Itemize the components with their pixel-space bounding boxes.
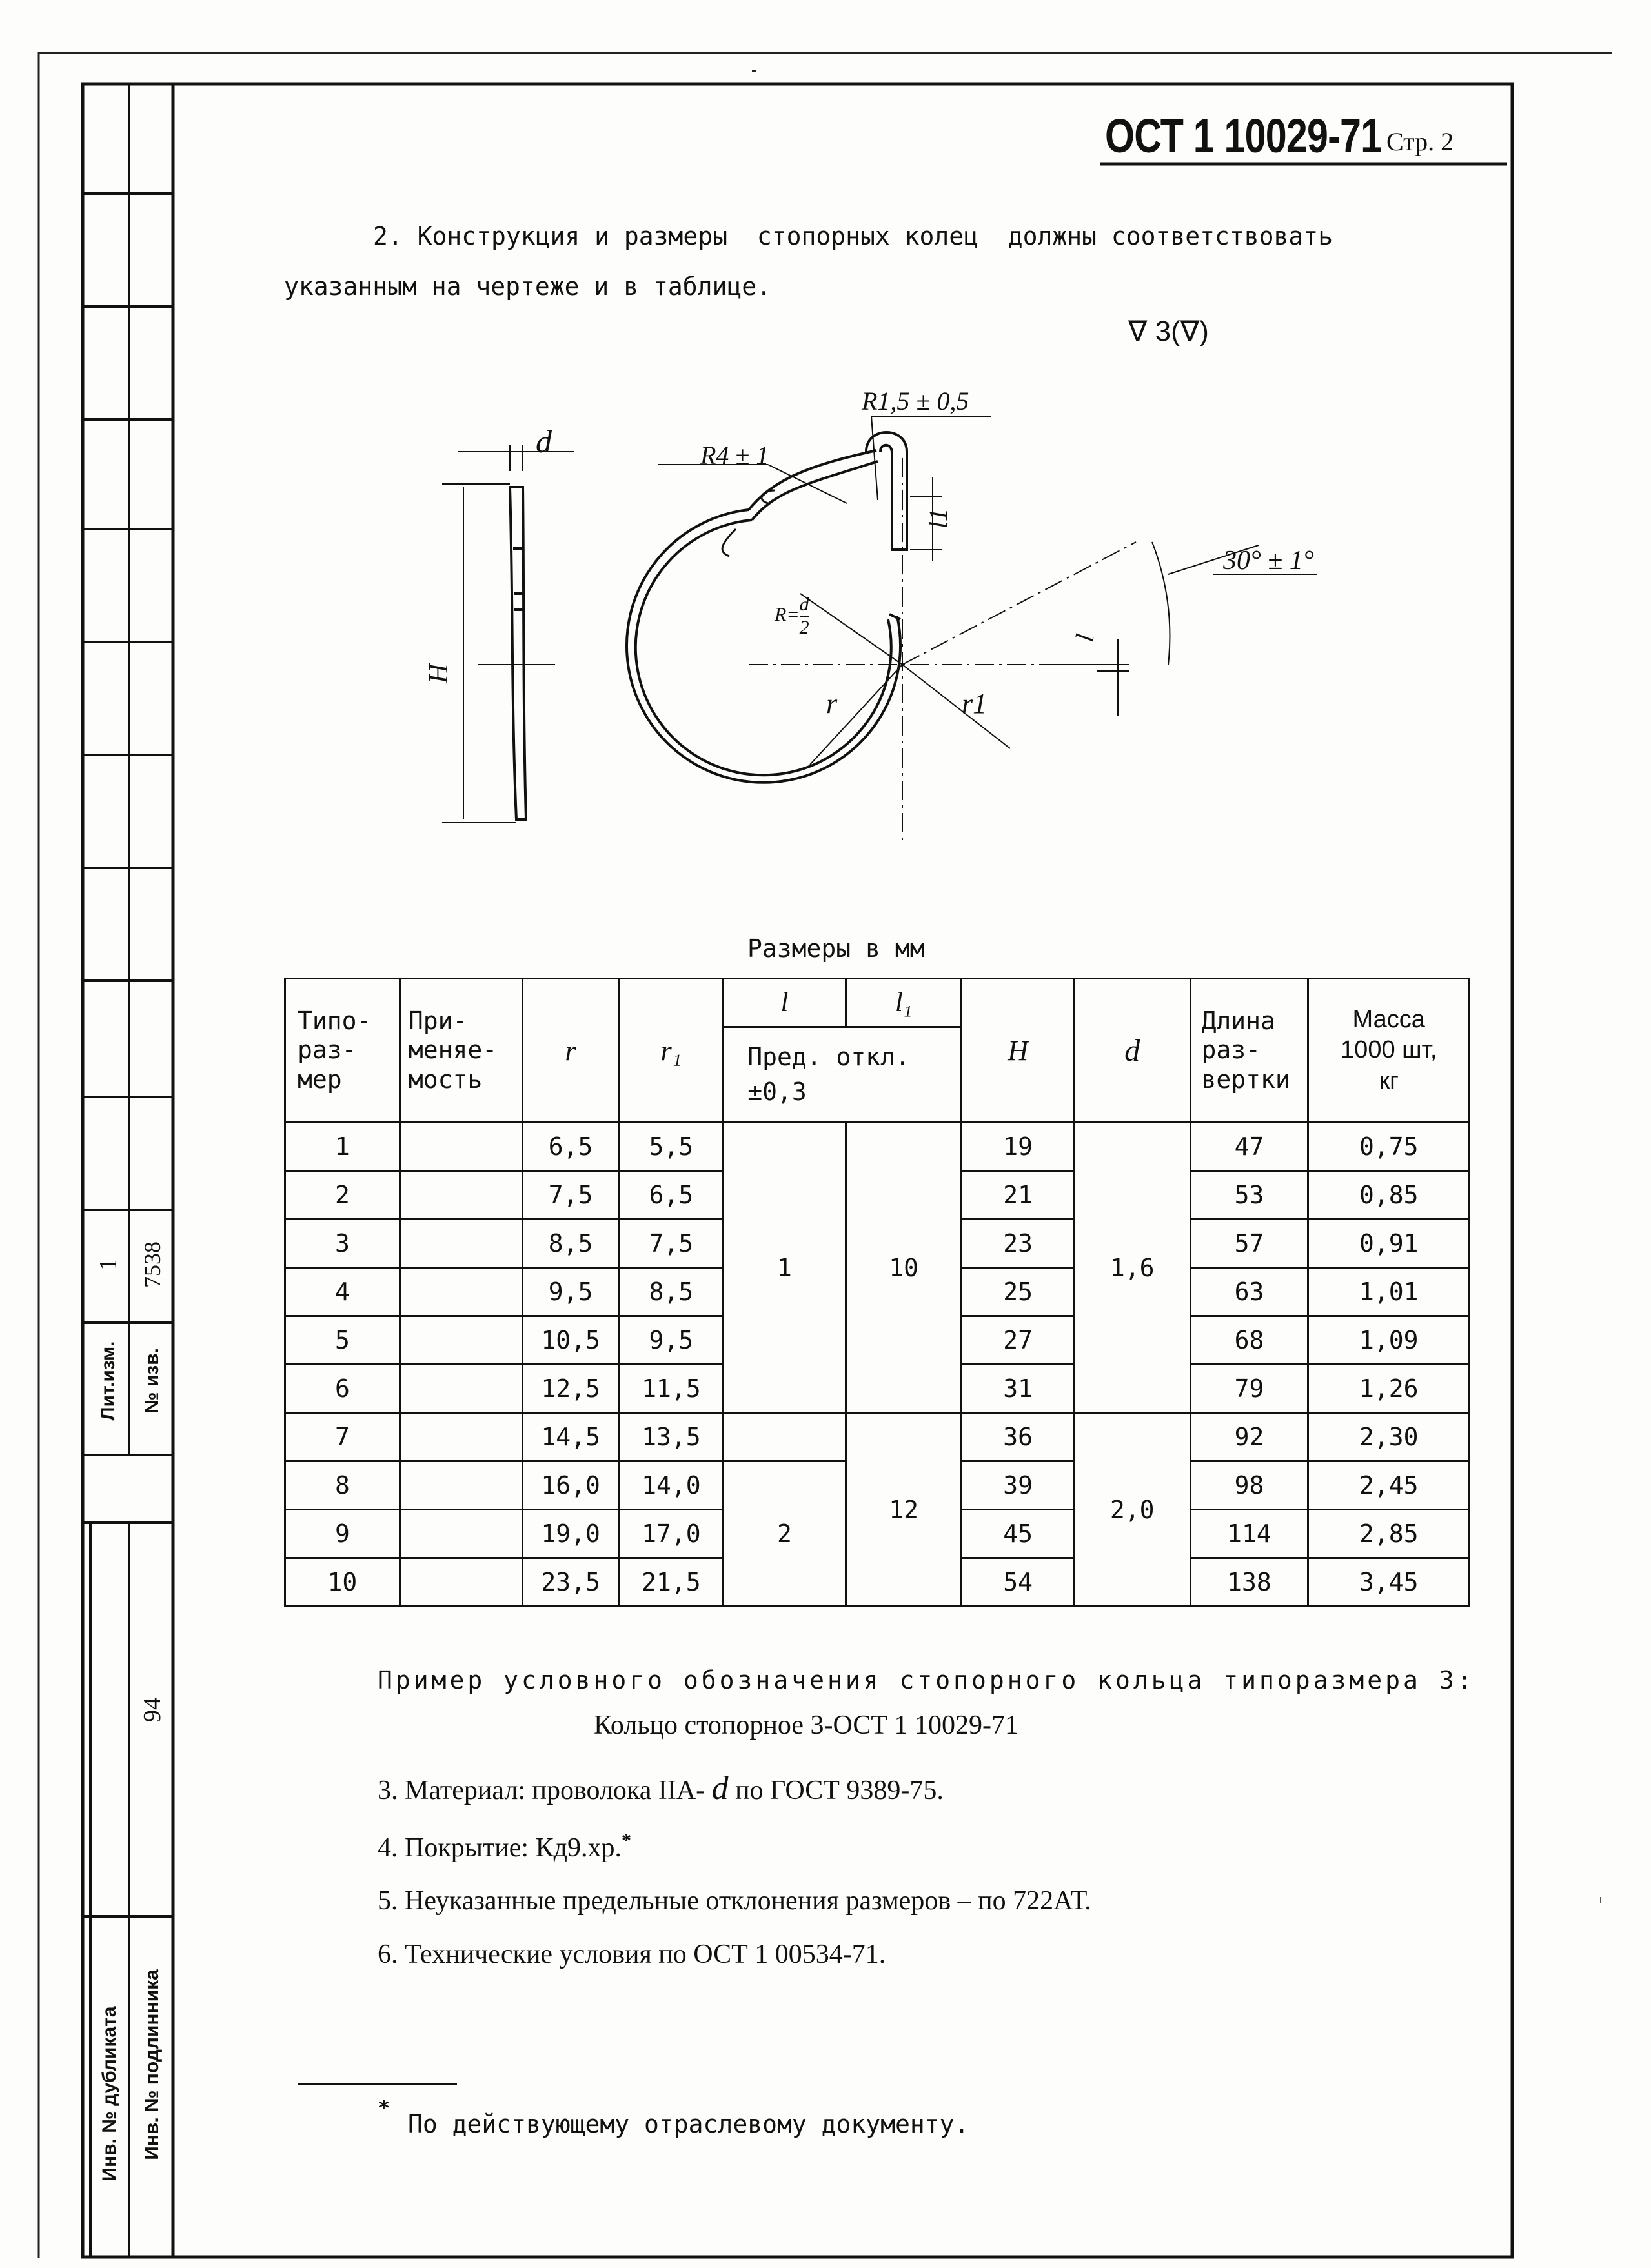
cell-r1: 21,5 <box>619 1558 724 1607</box>
cell-mass: 1,09 <box>1308 1316 1470 1365</box>
header-mass: Масса 1000 шт, кг <box>1308 979 1470 1123</box>
cell-r: 6,5 <box>522 1123 619 1171</box>
hook-loop <box>866 432 907 550</box>
cell-mass: 1,01 <box>1308 1268 1470 1316</box>
header-tolerance: Пред. откл. ±0,3 <box>724 1027 962 1123</box>
cell-mass: 3,45 <box>1308 1558 1470 1607</box>
cell-type: 7 <box>285 1413 400 1461</box>
inv-original-value: 94 <box>139 1698 166 1722</box>
cell-r: 10,5 <box>522 1316 619 1365</box>
cell-H: 25 <box>962 1268 1075 1316</box>
label-H-side: H <box>424 663 454 684</box>
cell-use <box>400 1461 522 1510</box>
cell-mass: 2,30 <box>1308 1413 1470 1461</box>
cell-mass: 2,45 <box>1308 1461 1470 1510</box>
lit-izm-label: Лит.изм. <box>97 1341 119 1421</box>
cell-length: 92 <box>1190 1413 1308 1461</box>
r1-radius-line <box>902 665 1010 748</box>
izv-label: № изв. <box>141 1348 163 1414</box>
cell-H: 23 <box>962 1219 1075 1268</box>
cell-r: 14,5 <box>522 1413 619 1461</box>
cell-use <box>400 1219 522 1268</box>
cell-H: 31 <box>962 1365 1075 1413</box>
header-length: Длина раз- вертки <box>1190 979 1308 1123</box>
header-d: d <box>1074 979 1190 1123</box>
roughness-symbol: ∇ 3(∇) <box>1128 316 1209 347</box>
cell-r: 7,5 <box>522 1171 619 1219</box>
cell-r: 12,5 <box>522 1365 619 1413</box>
cell-type: 1 <box>285 1123 400 1171</box>
cell-type: 8 <box>285 1461 400 1510</box>
cell-r1: 6,5 <box>619 1171 724 1219</box>
clause-4: 4. Покрытие: Кд9.хр.* <box>378 1830 631 1863</box>
label-r: r <box>826 688 838 719</box>
cell-r: 8,5 <box>522 1219 619 1268</box>
label-l: l <box>1069 632 1100 644</box>
header-use: При- меняе- мость <box>400 979 522 1123</box>
cell-type: 4 <box>285 1268 400 1316</box>
cell-type: 2 <box>285 1171 400 1219</box>
label-l1: l1 <box>924 508 953 529</box>
cell-l1-group-1: 10 <box>846 1123 962 1413</box>
ring-inner <box>636 520 891 775</box>
cell-length: 138 <box>1190 1558 1308 1607</box>
clause-6: 6. Технические условия по ОСТ 1 00534-71. <box>378 1940 886 1969</box>
header-H: H <box>962 979 1075 1123</box>
inv-duplicate-label: Инв. № дубликата <box>99 2006 120 2182</box>
cell-length: 53 <box>1190 1171 1308 1219</box>
footnote-text: По действующему отраслевому документу. <box>408 2110 969 2138</box>
cell-mass: 1,26 <box>1308 1365 1470 1413</box>
table-caption: Размеры в мм <box>747 934 925 963</box>
cell-use <box>400 1365 522 1413</box>
cell-l-continued <box>724 1413 846 1461</box>
cell-d-group-1: 1,6 <box>1074 1123 1190 1413</box>
clause-3: 3. Материал: проволока IIА- d по ГОСТ 9389-75. <box>378 1770 944 1807</box>
cell-H: 19 <box>962 1123 1075 1171</box>
cell-H: 21 <box>962 1171 1075 1219</box>
cell-r: 9,5 <box>522 1268 619 1316</box>
cell-r: 16,0 <box>522 1461 619 1510</box>
clause-2-line-2: указанным на чертеже и в таблице. <box>284 272 771 301</box>
cell-r1: 5,5 <box>619 1123 724 1171</box>
cell-r: 23,5 <box>522 1558 619 1607</box>
header-l1: l₁ <box>846 979 962 1027</box>
ring-outer <box>627 510 900 783</box>
cell-use <box>400 1316 522 1365</box>
label-r1-5: R1,5 ± 0,5 <box>862 386 969 416</box>
footnote-rule <box>0 2078 516 2091</box>
cell-type: 6 <box>285 1365 400 1413</box>
cell-length: 63 <box>1190 1268 1308 1316</box>
footnote-mark: * <box>378 2096 390 2120</box>
cell-type: 3 <box>285 1219 400 1268</box>
cell-r1: 11,5 <box>619 1365 724 1413</box>
header-r: r <box>522 979 619 1123</box>
label-d-side: d <box>536 423 552 459</box>
cell-H: 39 <box>962 1461 1075 1510</box>
cell-type: 9 <box>285 1510 400 1558</box>
side-view-ring <box>510 487 526 819</box>
cell-r1: 13,5 <box>619 1413 724 1461</box>
angle-arc <box>1152 542 1170 665</box>
cell-H: 45 <box>962 1510 1075 1558</box>
cell-use <box>400 1558 522 1607</box>
label-r1: r1 <box>962 688 988 719</box>
cell-mass: 0,75 <box>1308 1123 1470 1171</box>
cell-l-group-1: 1 <box>724 1123 846 1413</box>
dimensions-table <box>284 978 1470 1607</box>
cell-r: 19,0 <box>522 1510 619 1558</box>
cell-d-group-2: 2,0 <box>1074 1413 1190 1607</box>
clause-5: 5. Неуказанные предельные отклонения размеров – по 722АТ. <box>378 1886 1091 1916</box>
header-underline <box>0 0 1651 194</box>
cell-length: 114 <box>1190 1510 1308 1558</box>
cell-H: 54 <box>962 1558 1075 1607</box>
clause-2-line-1: 2. Конструкция и размеры стопорных колец должны соответствовать <box>373 222 1333 250</box>
cell-r1: 8,5 <box>619 1268 724 1316</box>
cell-mass: 0,91 <box>1308 1219 1470 1268</box>
cell-l1-group-2: 12 <box>846 1413 962 1607</box>
inv-original-label: Инв. № подлинника <box>141 1969 163 2160</box>
cell-H: 36 <box>962 1413 1075 1461</box>
ring-drawing <box>387 381 1484 897</box>
cell-use <box>400 1123 522 1171</box>
cell-use <box>400 1510 522 1558</box>
cell-l-group-2: 2 <box>724 1461 846 1607</box>
cell-r1: 9,5 <box>619 1316 724 1365</box>
designation-example-title: Пример условного обозначения стопорного кольца типоразмера 3: <box>378 1666 1475 1694</box>
table-row <box>285 1413 1470 1461</box>
cell-length: 68 <box>1190 1316 1308 1365</box>
cell-use <box>400 1413 522 1461</box>
header-type: Типо- раз- мер <box>285 979 400 1123</box>
cell-mass: 2,85 <box>1308 1510 1470 1558</box>
label-r-wire: R= $\frac{d}{2}$ <box>775 594 809 638</box>
page-number: Стр. 2 <box>1386 127 1454 156</box>
cell-type: 5 <box>285 1316 400 1365</box>
cell-mass: 0,85 <box>1308 1171 1470 1219</box>
cell-r1: 7,5 <box>619 1219 724 1268</box>
cell-use <box>400 1268 522 1316</box>
document-code: ОСТ 1 10029-71 <box>1105 109 1382 163</box>
designation-example: Кольцо стопорное 3-ОСТ 1 10029-71 <box>594 1711 1018 1740</box>
cell-use <box>400 1171 522 1219</box>
header-r1: r₁ <box>619 979 724 1123</box>
cell-r1: 14,0 <box>619 1461 724 1510</box>
cell-length: 47 <box>1190 1123 1308 1171</box>
cell-r1: 17,0 <box>619 1510 724 1558</box>
lit-izm-value: 1 <box>95 1258 122 1271</box>
label-r4: R4 ± 1 <box>700 441 769 470</box>
izv-value: 7538 <box>139 1241 165 1288</box>
cell-length: 79 <box>1190 1365 1308 1413</box>
cell-H: 27 <box>962 1316 1075 1365</box>
cell-length: 57 <box>1190 1219 1308 1268</box>
cell-length: 98 <box>1190 1461 1308 1510</box>
header-l: l <box>724 979 846 1027</box>
cell-type: 10 <box>285 1558 400 1607</box>
label-angle: 30° ± 1° <box>1223 546 1314 576</box>
r-radius-line <box>810 665 902 765</box>
table-row <box>285 1123 1470 1171</box>
